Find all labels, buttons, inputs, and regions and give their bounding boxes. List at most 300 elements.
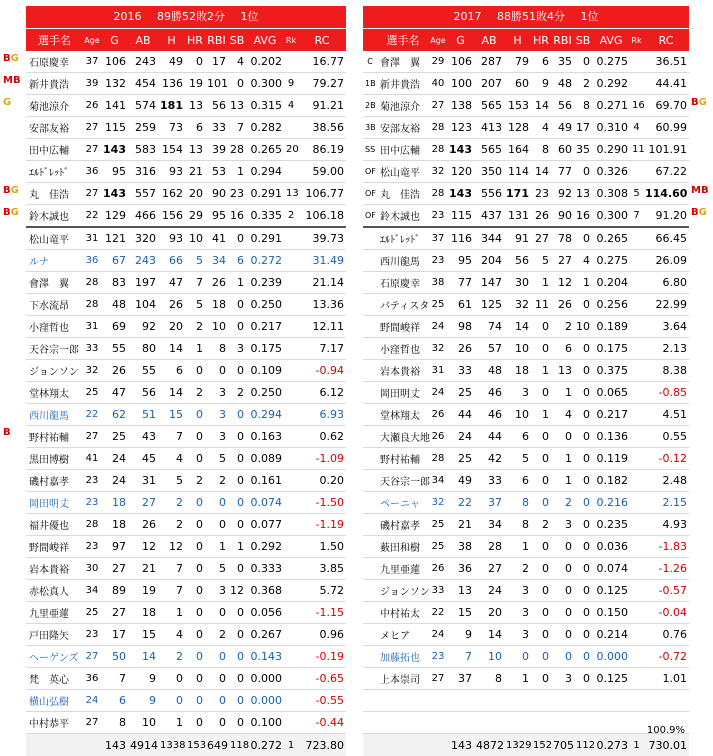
sb-cell: 0: [574, 536, 592, 558]
age-cell: 30: [83, 558, 101, 580]
g-cell: 36: [447, 558, 474, 580]
table-row: [363, 536, 689, 558]
avg-cell: 0.275: [592, 250, 630, 272]
rc-cell: 66.45: [643, 227, 689, 250]
total-ab: 4914: [128, 734, 158, 756]
g-cell: 143: [447, 139, 474, 161]
position-cell: SS: [363, 139, 377, 161]
age-cell: 28: [83, 294, 101, 316]
player-name: 福井優也: [26, 514, 83, 536]
player-name: 安部友裕: [26, 117, 83, 139]
table-row: [363, 492, 689, 514]
rbi-cell: 2: [205, 624, 228, 646]
avg-cell: 0.109: [246, 360, 284, 382]
rbi-cell: 0: [551, 602, 574, 624]
rk-cell: [630, 690, 643, 712]
avg-cell: 0.214: [592, 624, 630, 646]
rbi-cell: 26: [551, 294, 574, 316]
sb-cell: 16: [228, 205, 246, 228]
player-name: ｴﾙﾄﾞﾚｯﾄﾞ: [26, 161, 83, 183]
g-cell: 18: [101, 514, 128, 536]
player-name: 梵 英心: [26, 668, 83, 690]
rc-cell: 60.99: [643, 117, 689, 139]
table-row: [26, 294, 346, 316]
total-avg: 0.273: [592, 734, 630, 756]
sb-cell: 4: [228, 51, 246, 73]
ab-cell: 21: [128, 558, 158, 580]
sb-cell: [574, 690, 592, 712]
award-letter: B: [3, 427, 11, 438]
avg-cell: 0.175: [246, 338, 284, 360]
avg-cell: 0.216: [592, 492, 630, 514]
rc-cell: 91.20: [643, 205, 689, 228]
hr-cell: 2: [185, 470, 205, 492]
rk-cell: [630, 492, 643, 514]
age-cell: 39: [83, 73, 101, 95]
sb-cell: 28: [228, 139, 246, 161]
table-row: [363, 712, 689, 734]
rk-cell: 13: [284, 183, 298, 205]
rbi-cell: 1: [205, 536, 228, 558]
rk-cell: [284, 470, 298, 492]
rbi-cell: 41: [205, 227, 228, 250]
position-cell: [363, 426, 377, 448]
table-row: [26, 51, 346, 73]
g-cell: 143: [447, 183, 474, 205]
total-rk: 1: [284, 734, 298, 756]
player-name: ｴﾙﾄﾞﾚｯﾄﾞ: [377, 227, 429, 250]
header-ab: AB: [474, 29, 504, 52]
position-cell: [363, 690, 377, 712]
hr-cell: 26: [531, 205, 551, 228]
position-cell: [363, 646, 377, 668]
ab-cell: 259: [128, 117, 158, 139]
sb-cell: 0: [574, 448, 592, 470]
avg-cell: 0.333: [246, 558, 284, 580]
header-rbi: RBI: [205, 29, 228, 52]
header-avg: AVG: [592, 29, 630, 52]
age-cell: 27: [83, 183, 101, 205]
header-pos: [363, 29, 377, 52]
table-row: [26, 492, 346, 514]
age-cell: 27: [83, 646, 101, 668]
award-letter: G: [3, 97, 11, 108]
table-row: [26, 470, 346, 492]
hr-cell: 23: [531, 183, 551, 205]
table-row: [26, 272, 346, 294]
avg-cell: 0.143: [246, 646, 284, 668]
total-sb: 118: [228, 734, 246, 756]
avg-cell: 0.204: [592, 272, 630, 294]
player-name: 赤松真人: [26, 580, 83, 602]
rc-cell: -0.12: [643, 448, 689, 470]
header-ab: AB: [128, 29, 158, 52]
rbi-cell: 0: [551, 536, 574, 558]
player-name: 西川龍馬: [26, 404, 83, 426]
rc-cell: -0.94: [298, 360, 346, 382]
age-cell: 36: [83, 250, 101, 272]
total-ab: 4872: [474, 734, 504, 756]
avg-cell: 0.294: [246, 161, 284, 183]
age-cell: 24: [429, 316, 447, 338]
rbi-cell: 0: [205, 712, 228, 734]
g-cell: 100: [447, 73, 474, 95]
avg-cell: 0.250: [246, 294, 284, 316]
g-cell: 143: [101, 183, 128, 205]
hr-cell: 1: [531, 404, 551, 426]
age-cell: 28: [83, 272, 101, 294]
rk-cell: [284, 712, 298, 734]
header-選手名: 選手名: [26, 29, 83, 52]
player-name: メヒア: [377, 624, 429, 646]
rbi-cell: 56: [551, 95, 574, 117]
sb-cell: 0: [228, 470, 246, 492]
sb-cell: 0: [574, 426, 592, 448]
sb-cell: 13: [228, 95, 246, 117]
player-name: 岩本貴裕: [377, 360, 429, 382]
h-cell: 10: [504, 404, 531, 426]
sb-cell: 7: [228, 117, 246, 139]
h-cell: 15: [158, 404, 185, 426]
h-cell: 14: [158, 338, 185, 360]
h-cell: 1: [158, 602, 185, 624]
award-letter: M: [691, 185, 701, 196]
avg-cell: 0.294: [246, 404, 284, 426]
g-cell: 95: [101, 161, 128, 183]
ab-cell: 574: [128, 95, 158, 117]
age-cell: 25: [83, 382, 101, 404]
position-cell: [363, 227, 377, 250]
age-cell: 28: [429, 139, 447, 161]
h-cell: 93: [158, 161, 185, 183]
table-row: [363, 646, 689, 668]
g-cell: 27: [101, 558, 128, 580]
ab-cell: 26: [128, 514, 158, 536]
table-row: [26, 646, 346, 668]
player-name: 薮田和樹: [377, 536, 429, 558]
ab-cell: 197: [128, 272, 158, 294]
avg-cell: 0.326: [592, 161, 630, 183]
award-letter: G: [699, 207, 707, 218]
rk-cell: [284, 426, 298, 448]
hr-cell: 0: [531, 624, 551, 646]
hr-cell: 0: [185, 536, 205, 558]
age-cell: 37: [83, 51, 101, 73]
g-cell: 115: [447, 205, 474, 228]
position-cell: [363, 712, 377, 734]
rk-cell: [630, 536, 643, 558]
header-rc: RC: [298, 29, 346, 52]
hr-cell: 0: [531, 536, 551, 558]
h-cell: 4: [158, 448, 185, 470]
table-row: [26, 690, 346, 712]
hr-cell: 0: [185, 426, 205, 448]
position-cell: 1B: [363, 73, 377, 95]
g-cell: 25: [447, 382, 474, 404]
ab-cell: 316: [128, 161, 158, 183]
total-rbi: 705: [551, 734, 574, 756]
hr-cell: 20: [185, 183, 205, 205]
g-cell: 49: [447, 470, 474, 492]
avg-cell: 0.136: [592, 426, 630, 448]
age-cell: 24: [429, 382, 447, 404]
rc-cell: 6.93: [298, 404, 346, 426]
rk-cell: [630, 426, 643, 448]
rbi-cell: 1: [551, 448, 574, 470]
table-row: [363, 470, 689, 492]
hr-cell: 0: [185, 712, 205, 734]
table-row: [26, 712, 346, 734]
g-cell: 69: [101, 316, 128, 338]
rc-cell: 7.17: [298, 338, 346, 360]
hr-cell: 1: [531, 360, 551, 382]
position-cell: [363, 382, 377, 404]
h-cell: 12: [158, 536, 185, 558]
avg-cell: [592, 690, 630, 712]
rk-cell: [284, 250, 298, 272]
avg-cell: 0.150: [592, 602, 630, 624]
sb-cell: 0: [228, 316, 246, 338]
rbi-cell: 49: [551, 117, 574, 139]
player-name: 田中広輔: [377, 139, 429, 161]
sb-cell: 0: [228, 646, 246, 668]
position-cell: [363, 294, 377, 316]
g-cell: 62: [101, 404, 128, 426]
avg-cell: 0.267: [246, 624, 284, 646]
table-row: [363, 272, 689, 294]
ab-cell: 14: [474, 624, 504, 646]
sb-cell: 0: [574, 294, 592, 316]
age-cell: 24: [83, 690, 101, 712]
ab-cell: 57: [474, 338, 504, 360]
total-h: 1329: [504, 734, 531, 756]
age-cell: 26: [429, 426, 447, 448]
g-cell: 95: [447, 250, 474, 272]
player-name: 下水流昂: [26, 294, 83, 316]
sb-cell: 0: [574, 602, 592, 624]
rc-cell: 79.27: [298, 73, 346, 95]
position-cell: C: [363, 51, 377, 73]
player-name: ヘーゲンズ: [26, 646, 83, 668]
position-cell: OF: [363, 205, 377, 228]
table-row: [363, 139, 689, 161]
h-cell: 164: [504, 139, 531, 161]
player-name: 野村祐輔: [377, 448, 429, 470]
rbi-cell: 4: [551, 404, 574, 426]
avg-cell: 0.161: [246, 470, 284, 492]
avg-cell: 0.315: [246, 95, 284, 117]
h-cell: 3: [504, 382, 531, 404]
hr-cell: 2: [185, 316, 205, 338]
rc-cell: 4.51: [643, 404, 689, 426]
avg-cell: 0.065: [592, 382, 630, 404]
award-badge: [3, 207, 25, 218]
rbi-cell: 95: [205, 205, 228, 228]
ab-cell: 20: [474, 602, 504, 624]
sb-cell: 0: [574, 51, 592, 73]
avg-cell: 0.300: [246, 73, 284, 95]
sb-cell: 0: [228, 492, 246, 514]
sb-cell: 0: [228, 360, 246, 382]
season-rank: 1位: [581, 10, 599, 23]
rc-cell: -0.65: [298, 668, 346, 690]
player-name: ルナ: [26, 250, 83, 272]
hr-cell: 0: [185, 51, 205, 73]
rc-cell: -0.55: [298, 690, 346, 712]
rc-cell: 16.77: [298, 51, 346, 73]
hr-cell: 5: [185, 250, 205, 272]
rk-cell: [630, 404, 643, 426]
total-rc: 730.01: [643, 734, 689, 756]
hr-cell: 0: [531, 668, 551, 690]
age-cell: 25: [83, 602, 101, 624]
rc-cell: 106.18: [298, 205, 346, 228]
sb-cell: 6: [228, 250, 246, 272]
age-cell: 23: [429, 250, 447, 272]
award-letter: G: [11, 207, 19, 218]
rc-cell: -1.50: [298, 492, 346, 514]
g-cell: 25: [447, 448, 474, 470]
rbi-cell: 1: [551, 382, 574, 404]
rc-cell: 44.41: [643, 73, 689, 95]
ab-cell: 24: [474, 580, 504, 602]
g-cell: 106: [101, 51, 128, 73]
hr-cell: 0: [531, 448, 551, 470]
table-row: [363, 360, 689, 382]
season-year: 2017: [454, 10, 482, 23]
sb-cell: 1: [574, 272, 592, 294]
age-cell: 28: [429, 183, 447, 205]
ab-cell: 55: [128, 360, 158, 382]
h-cell: 156: [158, 205, 185, 228]
header-h: H: [158, 29, 185, 52]
sb-cell: 0: [574, 668, 592, 690]
h-cell: 8: [504, 492, 531, 514]
hr-cell: 0: [531, 558, 551, 580]
player-name: 上本崇司: [377, 668, 429, 690]
g-cell: 106: [447, 51, 474, 73]
header-avg: AVG: [246, 29, 284, 52]
h-cell: 73: [158, 117, 185, 139]
age-cell: 29: [429, 51, 447, 73]
hr-cell: 5: [531, 250, 551, 272]
hr-cell: 19: [185, 73, 205, 95]
ab-cell: 33: [474, 470, 504, 492]
h-cell: 7: [158, 426, 185, 448]
g-cell: 47: [101, 382, 128, 404]
age-cell: 27: [429, 95, 447, 117]
ab-cell: 74: [474, 316, 504, 338]
player-name: 磯村嘉孝: [377, 514, 429, 536]
g-cell: 120: [447, 161, 474, 183]
rk-cell: [630, 602, 643, 624]
age-cell: 27: [83, 117, 101, 139]
player-name: 會澤 翼: [26, 272, 83, 294]
rbi-cell: 0: [551, 580, 574, 602]
g-cell: 48: [101, 294, 128, 316]
avg-cell: 0.272: [246, 250, 284, 272]
avg-cell: 0.292: [246, 536, 284, 558]
age-cell: 34: [83, 580, 101, 602]
ab-cell: 18: [128, 602, 158, 624]
age-cell: 23: [429, 646, 447, 668]
award-letter: B: [691, 207, 699, 218]
sb-cell: 0: [574, 404, 592, 426]
rc-cell: 13.36: [298, 294, 346, 316]
rbi-cell: 77: [551, 161, 574, 183]
rc-cell: 67.22: [643, 161, 689, 183]
avg-cell: 0.310: [592, 117, 630, 139]
h-cell: 6: [158, 360, 185, 382]
rk-cell: [630, 316, 643, 338]
avg-cell: 0.217: [592, 404, 630, 426]
ab-cell: 147: [474, 272, 504, 294]
age-cell: 25: [429, 514, 447, 536]
header-rk: Rk: [284, 29, 298, 52]
h-cell: 47: [158, 272, 185, 294]
ab-cell: 556: [474, 183, 504, 205]
sb-cell: [574, 712, 592, 734]
table-row: [26, 95, 346, 117]
sb-cell: 2: [228, 382, 246, 404]
hr-cell: 10: [185, 227, 205, 250]
sb-cell: 35: [574, 139, 592, 161]
avg-cell: 0.000: [592, 646, 630, 668]
player-name: 小窪哲也: [26, 316, 83, 338]
rk-cell: [630, 161, 643, 183]
hr-cell: 0: [185, 492, 205, 514]
g-cell: 26: [101, 360, 128, 382]
rbi-cell: 53: [205, 161, 228, 183]
avg-cell: 0.036: [592, 536, 630, 558]
rc-cell: -1.15: [298, 602, 346, 624]
player-name: 磯村嘉孝: [26, 470, 83, 492]
position-cell: [363, 360, 377, 382]
rbi-cell: 60: [551, 139, 574, 161]
rk-cell: [284, 690, 298, 712]
ab-cell: 437: [474, 205, 504, 228]
ab-cell: 92: [128, 316, 158, 338]
table-row: [363, 250, 689, 272]
h-cell: 2: [158, 646, 185, 668]
hr-cell: 0: [185, 690, 205, 712]
table-row: [26, 404, 346, 426]
rbi-cell: 3: [205, 404, 228, 426]
table-row: [26, 382, 346, 404]
table-row: [26, 183, 346, 205]
table-row: [363, 227, 689, 250]
g-cell: 17: [101, 624, 128, 646]
h-cell: 162: [158, 183, 185, 205]
player-name: 松山竜平: [377, 161, 429, 183]
sb-cell: 0: [228, 73, 246, 95]
award-letter: B: [691, 97, 699, 108]
g-cell: 38: [447, 536, 474, 558]
table-row: [363, 338, 689, 360]
h-cell: 2: [504, 558, 531, 580]
season-record: 88勝51敗4分: [497, 10, 565, 23]
totals-row: [26, 734, 346, 756]
rbi-cell: 101: [205, 73, 228, 95]
avg-cell: 0.271: [592, 95, 630, 117]
age-cell: 28: [83, 514, 101, 536]
rbi-cell: [551, 712, 574, 734]
g-cell: 21: [447, 514, 474, 536]
player-name: 野村祐輔: [26, 426, 83, 448]
hr-cell: 0: [531, 316, 551, 338]
rc-cell: 86.19: [298, 139, 346, 161]
rk-cell: [284, 668, 298, 690]
